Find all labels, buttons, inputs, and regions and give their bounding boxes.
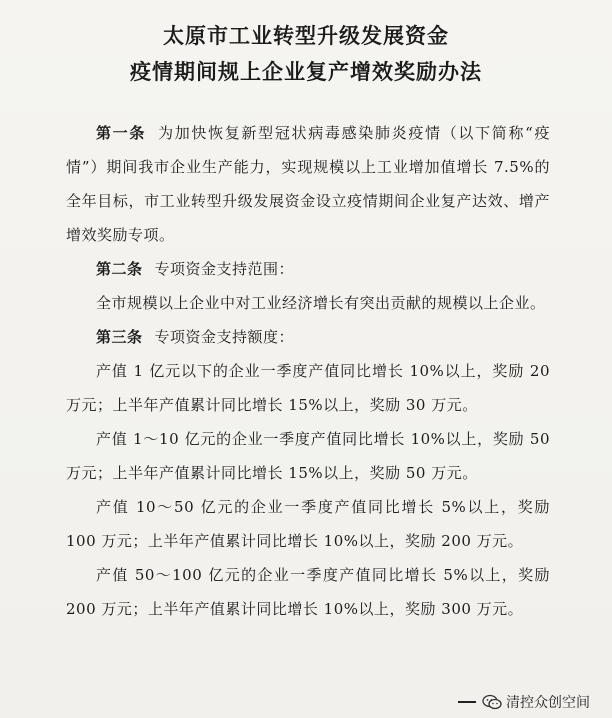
article-3-text: 专项资金支持额度： [154,328,295,346]
watermark [458,692,590,712]
document-body [66,116,550,626]
article-1-text: 为加快恢复新型冠状病毒感染肺炎疫情（以下简称“疫情”）期间我市企业生产能力，实现规模以上工业增加值增长 7.5%的全年目标，市工业转型升级发展资金设立疫情期间企业复产达效、增产增效奖励专项。 [66,124,550,244]
article-2-label: 第二条 [96,260,143,278]
article-2 [66,252,550,286]
article-1 [66,116,550,252]
article-3-item: 产值 50～100 亿元的企业一季度产值同比增长 5%以上，奖励 200 万元；上半年产值累计同比增长 10%以上，奖励 300 万元。 [66,566,550,618]
watermark-text: 清控众创空间 [506,695,590,711]
article-3-item: 产值 10～50 亿元的企业一季度产值同比增长 5%以上，奖励 100 万元；上半年产值累计同比增长 10%以上，奖励 200 万元。 [66,498,550,550]
article-1-label: 第一条 [96,124,147,142]
wechat-icon [482,694,502,710]
article-3 [66,320,550,354]
dash-divider [458,701,476,703]
article-2-text: 专项资金支持范围： [154,260,295,278]
article-2-detail: 全市规模以上企业中对工业经济增长有突出贡献的规模以上企业。 [96,294,546,312]
document-title-line2: 疫情期间规上企业复产增效奖励办法 [130,59,482,84]
article-3-item: 产值 1～10 亿元的企业一季度产值同比增长 10%以上，奖励 50 万元；上半年产值累计同比增长 15%以上，奖励 50 万元。 [66,430,550,482]
article-3-item: 产值 1 亿元以下的企业一季度产值同比增长 10%以上，奖励 20 万元；上半年产值累计同比增长 15%以上，奖励 30 万元。 [66,362,550,414]
document-title-line1: 太原市工业转型升级发展资金 [163,23,449,48]
article-3-label: 第三条 [96,328,143,346]
